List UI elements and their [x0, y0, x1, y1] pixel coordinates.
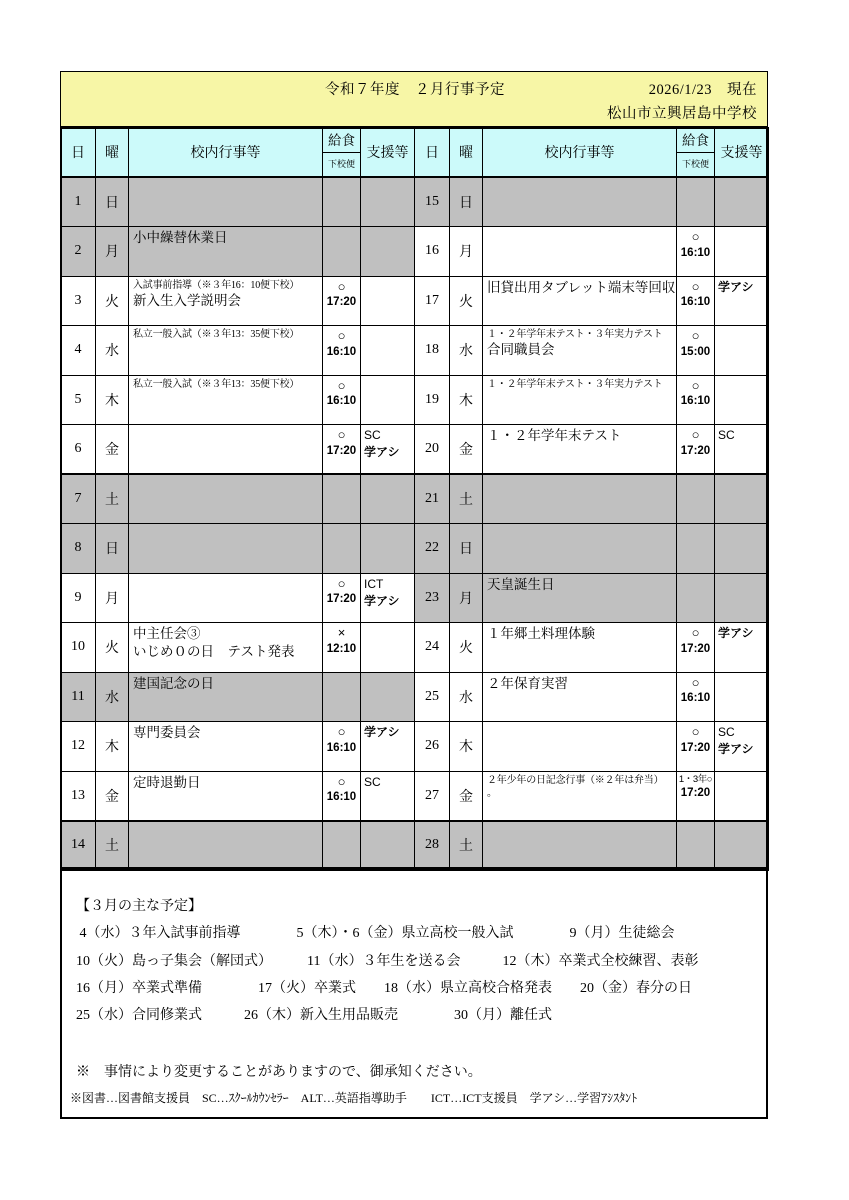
weekday-right: 火 [450, 623, 483, 673]
events-cell-right[interactable] [483, 722, 677, 772]
support-cell-left [361, 227, 415, 277]
notes-title: 【３月の主な予定】 [76, 899, 202, 914]
lunch-mark: ○ [337, 575, 346, 591]
support-cell-left [361, 722, 415, 772]
lunch-mark: ○ [337, 427, 346, 442]
day-number-right: 27 [415, 771, 450, 821]
table-header-row [61, 128, 769, 178]
support-cell-left [361, 425, 415, 475]
lunch-cell-right [677, 425, 715, 475]
header-lunch-left [323, 128, 361, 178]
day-number-right: 22 [415, 524, 450, 574]
day-number-left: 10 [61, 623, 96, 673]
day-number-right: 24 [415, 623, 450, 673]
header-events-left: 校内行事等 [129, 128, 323, 178]
day-number-left: 5 [61, 375, 96, 425]
header-support-left: 支援等 [361, 128, 415, 178]
table-row [61, 524, 769, 574]
departure-time: 17:20 [680, 786, 711, 799]
event-text: １・２年学年末テスト [487, 428, 622, 443]
weekday-left: 日 [96, 524, 129, 574]
table-row [61, 177, 769, 227]
notes-line: 25（水）合同修業式 26（木）新入生用品販売 30（月）離任式 [76, 1008, 552, 1024]
lunch-cell-left [323, 771, 361, 821]
notes-line: 10（火）島っ子集会（解団式） 11（水）３年生を送る会 12（木）卒業式全校練習、表彰 [76, 953, 699, 969]
table-row [61, 771, 769, 821]
support-entry: SC [364, 774, 381, 789]
day-number-right: 28 [415, 821, 450, 871]
support-cell-left [361, 276, 415, 326]
support-cell-left [361, 771, 415, 821]
lunch-mark: ○ [691, 377, 700, 393]
school-name: 松山市立興居島中学校 [607, 106, 757, 122]
weekday-right: 火 [450, 276, 483, 326]
weekday-left: 火 [96, 623, 129, 673]
weekday-right: 土 [450, 474, 483, 524]
event-subtext: 入試事前指導（※３年16：10便下校） [133, 279, 300, 291]
header-weekday-left: 曜 [96, 128, 129, 178]
lunch-mark: ○ [691, 427, 700, 442]
lunch-cell-left [323, 177, 361, 227]
table-row [61, 425, 769, 475]
event-text: 天皇誕生日 [487, 576, 555, 592]
table-row [61, 375, 769, 425]
lunch-mark: ○ [691, 328, 700, 343]
departure-time: 17:20 [680, 642, 711, 655]
weekday-left: 金 [96, 771, 129, 821]
day-number-right: 23 [415, 573, 450, 623]
weekday-right: 月 [450, 227, 483, 277]
departure-time: 16:10 [680, 692, 711, 705]
support-cell-left [361, 375, 415, 425]
departure-time: 16:10 [326, 345, 357, 358]
events-cell-left[interactable] [129, 623, 323, 673]
events-cell-left[interactable] [129, 771, 323, 821]
events-cell-right[interactable] [483, 771, 677, 821]
departure-time: 16:10 [680, 296, 711, 309]
events-cell-left[interactable] [129, 326, 323, 376]
departure-time: 15:00 [680, 345, 711, 358]
event-text: ２年保育実習 [487, 675, 568, 691]
day-number-left: 9 [61, 573, 96, 623]
header-weekday-right: 曜 [450, 128, 483, 178]
day-number-right: 16 [415, 227, 450, 277]
weekday-left: 火 [96, 276, 129, 326]
lunch-mark: ○ [337, 773, 346, 789]
day-number-right: 26 [415, 722, 450, 772]
support-entry: SC [718, 428, 735, 442]
events-cell-right[interactable] [483, 474, 677, 524]
table-row [61, 821, 769, 871]
header-events-right: 校内行事等 [483, 128, 677, 178]
weekday-right: 月 [450, 573, 483, 623]
lunch-mark: ○ [337, 328, 346, 343]
table-row [61, 623, 769, 673]
lunch-cell-right [677, 524, 715, 574]
support-cell-left [361, 524, 415, 574]
weekday-left: 土 [96, 474, 129, 524]
events-cell-left[interactable] [129, 227, 323, 277]
events-cell-left[interactable] [129, 474, 323, 524]
support-entry: 学アシ [364, 445, 400, 460]
day-number-left: 2 [61, 227, 96, 277]
event-text-2: 合同職員会 [487, 342, 555, 358]
support-cell-right [715, 276, 769, 326]
day-number-right: 17 [415, 276, 450, 326]
events-cell-left[interactable] [129, 672, 323, 722]
lunch-mark: ○ [691, 724, 700, 739]
support-cell-right [715, 474, 769, 524]
day-number-left: 4 [61, 326, 96, 376]
day-number-left: 8 [61, 524, 96, 574]
day-number-left: 7 [61, 474, 96, 524]
lunch-cell-left [323, 623, 361, 673]
lunch-cell-left [323, 375, 361, 425]
events-cell-left[interactable] [129, 177, 323, 227]
lunch-cell-left [323, 722, 361, 772]
table-row [61, 722, 769, 772]
weekday-left: 月 [96, 573, 129, 623]
event-text: 専門委員会 [133, 725, 201, 740]
event-subtext: 私立一般入試（※３年13：35便下校） [133, 329, 300, 340]
notes-line: 4（水）３年入試事前指導 5（木）・6（金）県立高校一般入試 9（月）生徒総会 [76, 926, 675, 942]
support-cell-left [361, 672, 415, 722]
departure-time: 16:10 [326, 395, 357, 408]
lunch-cell-left [323, 821, 361, 871]
lunch-cell-left [323, 474, 361, 524]
support-cell-left [361, 573, 415, 623]
day-number-left: 3 [61, 276, 96, 326]
support-cell-right [715, 771, 769, 821]
lunch-mark: ○ [337, 724, 346, 739]
event-text-2: いじめ０の日 テスト発表 [133, 643, 295, 659]
day-number-right: 15 [415, 177, 450, 227]
support-entry: 学アシ [718, 626, 754, 640]
support-cell-right [715, 524, 769, 574]
support-cell-right [715, 326, 769, 376]
lunch-mark: × [337, 625, 346, 640]
support-entry: 学アシ [364, 725, 400, 739]
weekday-left: 土 [96, 821, 129, 871]
event-text: 旧貸出用タブレット端末等回収 [487, 279, 676, 295]
day-number-right: 20 [415, 425, 450, 475]
notes-line: 16（月）卒業式準備 17（火）卒業式 18（水）県立高校合格発表 20（金）春分の日 [76, 980, 692, 996]
departure-time: 12:10 [326, 642, 357, 655]
day-number-left: 14 [61, 821, 96, 871]
support-entry: 学アシ [718, 742, 754, 757]
departure-time: 16:10 [680, 246, 711, 259]
events-cell-left[interactable] [129, 425, 323, 475]
departure-time: 16:10 [326, 741, 357, 754]
departure-time: 17:20 [326, 296, 357, 309]
day-number-left: 13 [61, 771, 96, 821]
title-banner [60, 71, 768, 127]
lunch-mark: 1・3年○ [678, 773, 713, 785]
event-subtext: 私立一般入試（※３年13：35便下校） [133, 378, 300, 390]
table-row [61, 326, 769, 376]
support-cell-right [715, 573, 769, 623]
events-cell-left[interactable] [129, 524, 323, 574]
event-text: 中主任会③ [133, 626, 201, 641]
lunch-cell-right [677, 326, 715, 376]
lunch-cell-left [323, 276, 361, 326]
events-cell-left[interactable] [129, 276, 323, 326]
lunch-mark: ○ [691, 278, 700, 294]
weekday-right: 土 [450, 821, 483, 871]
lunch-cell-right [677, 474, 715, 524]
support-cell-right [715, 425, 769, 475]
weekday-left: 金 [96, 425, 129, 475]
events-cell-right[interactable] [483, 177, 677, 227]
event-subtext-2: 。 [487, 787, 497, 799]
lunch-cell-right [677, 821, 715, 871]
departure-time: 17:20 [680, 741, 711, 754]
support-cell-left [361, 821, 415, 871]
lunch-cell-left [323, 227, 361, 277]
as-of-date: 2026/1/23 現在 [648, 82, 757, 98]
departure-time: 16:10 [680, 395, 711, 408]
lunch-mark: ○ [691, 229, 700, 244]
support-entry: SC [718, 725, 735, 739]
events-cell-right[interactable] [483, 425, 677, 475]
departure-time: 17:20 [326, 444, 357, 457]
support-entry: 学アシ [718, 279, 754, 294]
lunch-mark: ○ [691, 625, 700, 640]
event-text: １年郷土料理体験 [487, 626, 595, 641]
support-cell-left [361, 177, 415, 227]
day-number-left: 6 [61, 425, 96, 475]
events-cell-left[interactable] [129, 375, 323, 425]
weekday-left: 水 [96, 672, 129, 722]
weekday-right: 水 [450, 672, 483, 722]
header-support-right: 支援等 [715, 128, 769, 178]
weekday-right: 金 [450, 771, 483, 821]
day-number-right: 18 [415, 326, 450, 376]
day-number-right: 21 [415, 474, 450, 524]
weekday-left: 水 [96, 326, 129, 376]
events-cell-right[interactable] [483, 375, 677, 425]
lunch-cell-left [323, 672, 361, 722]
lunch-mark: ○ [337, 278, 346, 294]
support-cell-right [715, 722, 769, 772]
lunch-cell-right [677, 672, 715, 722]
header-lunch-top-right: 給食 [677, 129, 714, 153]
table-row [61, 573, 769, 623]
support-cell-right [715, 672, 769, 722]
support-cell-right [715, 375, 769, 425]
weekday-left: 木 [96, 722, 129, 772]
day-number-left: 11 [61, 672, 96, 722]
header-lunch-top-left: 給食 [323, 129, 360, 153]
support-cell-right [715, 227, 769, 277]
header-day-left: 日 [61, 128, 96, 178]
lunch-mark: ○ [337, 377, 346, 393]
events-cell-right[interactable] [483, 672, 677, 722]
notes-legend: ※図書…図書館支援員 SC…ｽｸｰﾙｶｳﾝｾﾗｰ ALT…英語指導助手 ICT…ICT支援員 学アシ…学習ｱｼｽﾀﾝﾄ [70, 1091, 638, 1105]
weekday-right: 日 [450, 177, 483, 227]
header-lunch-bottom-left: 下校便 [327, 159, 355, 169]
header-day-right: 日 [415, 128, 450, 178]
table-row [61, 227, 769, 277]
day-number-left: 12 [61, 722, 96, 772]
lunch-cell-left [323, 524, 361, 574]
lunch-cell-right [677, 573, 715, 623]
lunch-cell-right [677, 227, 715, 277]
lunch-cell-right [677, 177, 715, 227]
events-cell-right[interactable] [483, 573, 677, 623]
day-number-right: 25 [415, 672, 450, 722]
event-subtext: １・２年学年末テスト・３年実力テスト [487, 378, 663, 390]
table-row [61, 276, 769, 326]
support-entry: 学アシ [364, 593, 400, 608]
lunch-cell-right [677, 276, 715, 326]
events-cell-right[interactable] [483, 821, 677, 871]
table-row [61, 672, 769, 722]
events-cell-right[interactable] [483, 623, 677, 673]
events-cell-left[interactable] [129, 573, 323, 623]
support-cell-left [361, 326, 415, 376]
departure-time: 17:20 [326, 593, 357, 606]
lunch-cell-left [323, 573, 361, 623]
lunch-mark: ○ [691, 674, 700, 690]
lunch-cell-right [677, 722, 715, 772]
weekday-right: 日 [450, 524, 483, 574]
header-lunch-right [677, 128, 715, 178]
weekday-left: 月 [96, 227, 129, 277]
events-cell-left[interactable] [129, 722, 323, 772]
events-cell-right[interactable] [483, 524, 677, 574]
support-cell-right [715, 821, 769, 871]
notes-lines [76, 920, 752, 1029]
monthly-schedule-table [60, 127, 769, 871]
events-cell-right[interactable] [483, 227, 677, 277]
day-number-right: 19 [415, 375, 450, 425]
departure-time: 16:10 [326, 791, 357, 804]
march-notes-box [60, 869, 768, 1119]
weekday-right: 金 [450, 425, 483, 475]
events-cell-right[interactable] [483, 326, 677, 376]
events-cell-right[interactable] [483, 276, 677, 326]
lunch-cell-right [677, 623, 715, 673]
weekday-right: 木 [450, 722, 483, 772]
support-cell-right [715, 177, 769, 227]
event-text: 定時退勤日 [133, 774, 201, 790]
table-row [61, 474, 769, 524]
support-entry: SC [364, 428, 381, 442]
event-subtext: ２年少年の日記念行事（※２年は弁当） [487, 774, 664, 786]
lunch-cell-right [677, 771, 715, 821]
weekday-left: 木 [96, 375, 129, 425]
support-cell-right [715, 623, 769, 673]
lunch-cell-right [677, 375, 715, 425]
table-body [61, 177, 769, 870]
weekday-left: 日 [96, 177, 129, 227]
day-number-left: 1 [61, 177, 96, 227]
event-text: 建国記念の日 [133, 675, 214, 691]
events-cell-left[interactable] [129, 821, 323, 871]
notes-disclaimer: ※ 事情により変更することがありますので、御承知ください。 [76, 1065, 482, 1080]
page-title: 令和７年度 ２月行事予定 [325, 82, 505, 98]
support-entry: ICT [364, 576, 384, 591]
header-lunch-bottom-right: 下校便 [681, 159, 709, 169]
support-cell-left [361, 623, 415, 673]
weekday-right: 木 [450, 375, 483, 425]
weekday-right: 水 [450, 326, 483, 376]
event-text: 新入生入学説明会 [133, 292, 241, 308]
departure-time: 17:20 [680, 444, 711, 457]
event-text: 小中繰替休業日 [133, 230, 228, 245]
lunch-cell-left [323, 425, 361, 475]
support-cell-left [361, 474, 415, 524]
lunch-cell-left [323, 326, 361, 376]
event-subtext: １・２年学年末テスト・３年実力テスト [487, 329, 663, 340]
